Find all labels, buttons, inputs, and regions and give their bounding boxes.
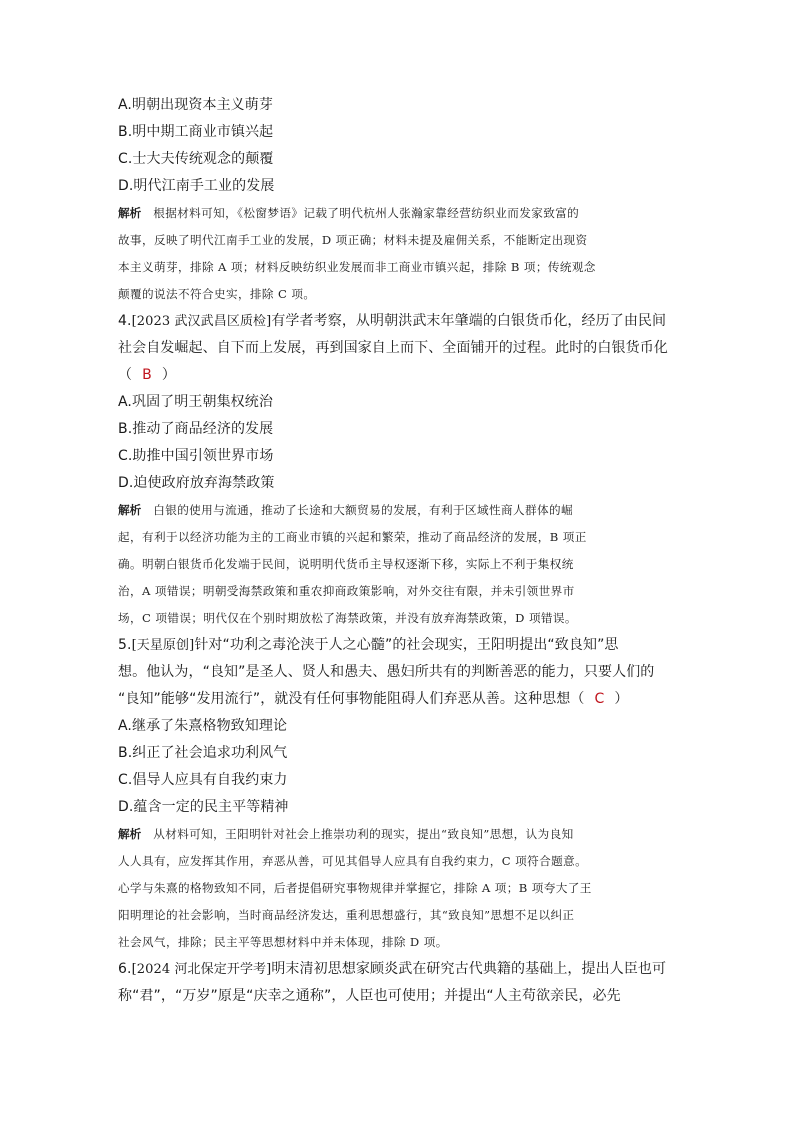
q3-explanation-line: 解析 根据材料可知，《松窗梦语》记载了明代杭州人张瀚家靠经营纺织业而发家致富的 [118,206,580,220]
q3-explanation-line: 故事，反映了明代江南手工业的发展，D 项正确；材料未提及雇佣关系，不能断定出现资 [118,233,588,247]
q5-explanation-line: 心学与朱熹的格物致知不同，后者提倡研究事物规律并掌握它，排除 A 项；B 项夸大了王 [118,881,592,895]
q5-explanation-line: 人人具有，应发挥其作用，弃恶从善，可见其倡导人应具有自我约束力，C 项符合题意。 [118,854,588,868]
q5-explanation-label: 解析 [118,827,142,841]
q3-option-d: D.明代江南手工业的发展 [118,178,275,194]
q4-stem-line: 4.[2023 武汉武昌区质检]有学者考察，从明朝洪武末年肇端的白银货币化，经历了由民间 [118,313,667,329]
q5-number: 5. [118,637,132,653]
q5-explanation-line: 阳明理论的社会影响，当时商品经济发达，重利思想盛行，其“致良知”思想不足以纠正 [118,908,575,922]
q4-option-c: C.助推中国引领世界市场 [118,448,274,464]
q4-explanation-line: 场，C 项错误；明代仅在个别时期放松了海禁政策，并没有放弃海禁政策，D 项错误。 [118,611,577,625]
q3-explanation-line: 颠覆的说法不符合史实，排除 C 项。 [118,287,316,301]
q5-option-a: A.继承了朱熹格物致知理论 [118,718,288,734]
q4-answer-line: （ B ） [118,367,176,383]
q5-answer: C [594,691,605,707]
q4-explanation-line: 确。明朝白银货币化发端于民间，说明明代货币主导权逐渐下移，实际上不利于集权统 [118,557,574,571]
q3-option-b: B.明中期工商业市镇兴起 [118,124,274,140]
q4-explanation-line: 治，A 项错误；明朝受海禁政策和重农抑商政策影响，对外交往有限，并未引领世界市 [118,584,575,598]
q4-stem-line: 社会自发崛起、自下而上发展，再到国家自上而下、全面铺开的过程。此时的白银货币化 [118,340,668,356]
q5-stem-line: “良知”能够“发用流行”，就没有任何事物能阻碍人们弃恶从善。这种思想（ C ） [118,691,629,707]
q5-option-c: C.倡导人应具有自我约束力 [118,772,288,788]
q5-option-d: D.蕴含一定的民主平等精神 [118,799,289,815]
q4-number: 4. [118,313,132,329]
q6-stem-line: 6.[2024 河北保定开学考]明末清初思想家顾炎武在研究古代典籍的基础上，提出人臣也可 [118,961,667,977]
q5-source: [天星原创] [131,638,195,653]
q6-number: 6. [118,961,132,977]
q3-option-c: C.士大夫传统观念的颠覆 [118,151,274,167]
q5-stem-line: 5.[天星原创]针对“功利之毒沦浃于人之心髓”的社会现实，王阳明提出“致良知”思 [118,637,619,653]
q4-source: [2023 武汉武昌区质检] [131,314,272,329]
q3-option-a: A.明朝出现资本主义萌芽 [118,97,273,113]
page-content [118,92,678,1010]
q6-stem-line: 称“君”，“万岁”原是“庆幸之通称”，人臣也可使用；并提出“人主苟欲亲民，必先 [118,988,621,1004]
q4-explanation-line: 起，有利于以经济功能为主的工商业市镇的兴起和繁荣，推动了商品经济的发展，B 项正 [118,530,587,544]
q4-explanation-label: 解析 [118,503,142,517]
q5-explanation-line: 社会风气，排除；民主平等思想材料中并未体现，排除 D 项。 [118,935,448,949]
q5-option-b: B.纠正了社会追求功利风气 [118,745,288,761]
q5-explanation-line: 解析 从材料可知，王阳明针对社会上推崇功利的现实，提出“致良知”思想，认为良知 [118,827,574,841]
q4-explanation-line: 解析 白银的使用与流通，推动了长途和大额贸易的发展，有利于区域性商人群体的崛 [118,503,573,517]
q4-answer: B [142,367,152,383]
q5-stem-line: 想。他认为，“良知”是圣人、贤人和愚夫、愚妇所共有的判断善恶的能力，只要人们的 [118,664,655,680]
q4-option-b: B.推动了商品经济的发展 [118,421,274,437]
q3-explanation-line: 本主义萌芽，排除 A 项；材料反映纺织业发展而非工商业市镇兴起，排除 B 项；传统观念 [118,260,596,274]
q4-option-a: A.巩固了明王朝集权统治 [118,394,273,410]
q3-explanation-label: 解析 [118,206,142,220]
q6-source: [2024 河北保定开学考] [131,962,272,977]
q4-option-d: D.迫使政府放弃海禁政策 [118,475,275,491]
